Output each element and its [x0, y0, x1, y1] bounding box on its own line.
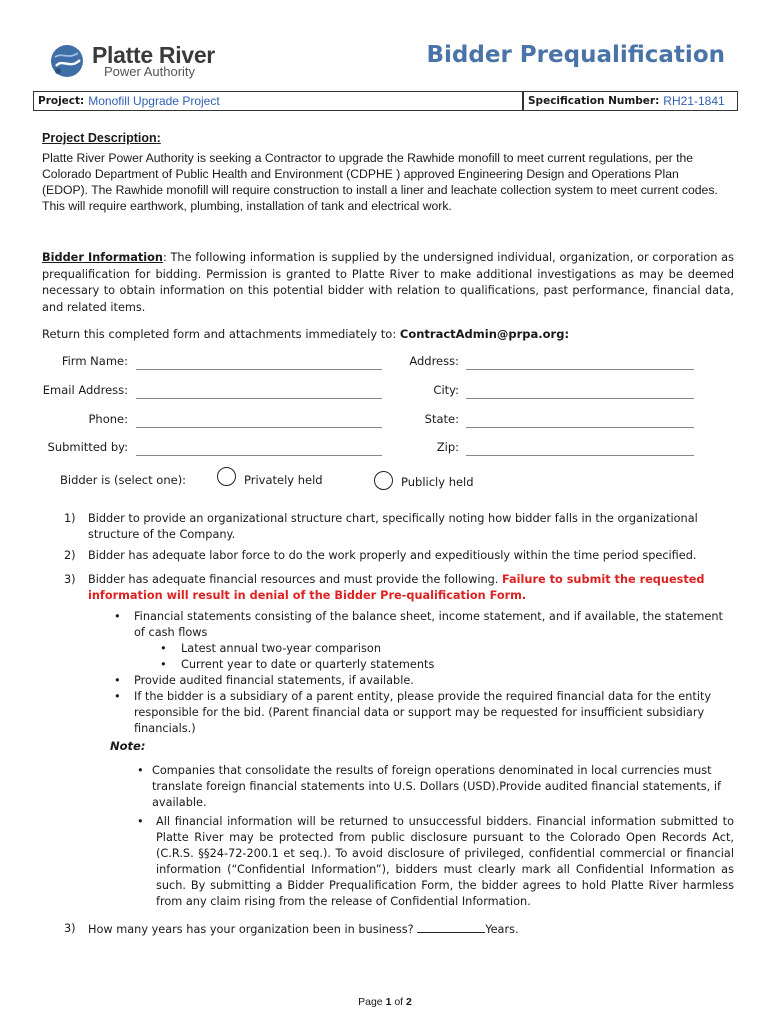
spec-box [523, 91, 738, 111]
project-value[interactable]: Monofill Upgrade Project [88, 94, 220, 108]
bullet-financial-statements: Financial statements consisting of the balance sheet, income statement, and if available, the statement of cash flows [134, 610, 723, 639]
phone-label: Phone: [88, 412, 128, 426]
spec-value[interactable]: RH21-1841 [663, 94, 725, 108]
publicly-held-label: Publicly held [401, 475, 474, 489]
bullet-two-year-comparison: Latest annual two-year comparison [181, 642, 381, 655]
item-1-number: 1) [64, 512, 76, 525]
denial-warning: Failure to submit the requested information will result in denial of the Bidder Pre-qualification Form. [88, 573, 705, 602]
zip-label: Zip: [436, 440, 459, 454]
address-label: Address: [409, 354, 459, 368]
phone-field[interactable] [136, 426, 382, 428]
platte-river-logo-icon [50, 44, 84, 78]
address-field[interactable] [466, 368, 694, 370]
bidder-type-label: Bidder is (select one): [60, 473, 187, 487]
note-confidential-information: All financial information will be returned to unsuccessful bidders. Financial information submitted to Platte River may be protected from public disclosure pursuant to the Colorado Open Records Act, (C.R.S. §§24-72-200.1 et seq.). To avoid disclosure of privileged, confidential commercial or financial information (“Confidential Information”), bidders must clearly mark all Confidential Information as such. By submitting a Bidder Prequalification Form, the bidder agrees to hold Platte River harmless from any claim rising from the release of Confidential Information. [156, 815, 734, 908]
project-description-text: Platte River Power Authority is seeking a Contractor to upgrade the Rawhide monofill to meet current regulations, per the Colorado Department of Public Health and Environment (CDPHE ) approved Engineering Design and Operations Plan (EDOP). The Rawhide monofill will require construction to install a liner and leachate collection system to meet current codes. This will require earthwork, plumbing, installation of tank and electrical work. [42, 151, 718, 213]
privately-held-radio[interactable] [217, 467, 236, 486]
email-address-field[interactable] [136, 397, 382, 399]
bullet-dot: • [160, 642, 167, 655]
bullet-subsidiary: If the bidder is a subsidiary of a parent entity, please provide the required financial data for the entity responsible for the bid. (Parent financial data or support may be requested for insufficient subsidiary financials.) [134, 690, 712, 735]
page-title: Bidder Prequalification [426, 42, 725, 68]
item-3-text: Bidder has adequate financial resources and must provide the following. Failure to submit the requested information will result in denial of the Bidder Pre-qualification Form. [88, 573, 705, 602]
logo-subtitle: Power Authority [104, 64, 196, 79]
submitted-by-field[interactable] [136, 454, 382, 456]
bullet-dot: • [114, 690, 121, 703]
years-question: How many years has your organization been in business? Years. [88, 923, 519, 936]
bullet-dot: • [137, 815, 144, 828]
city-field[interactable] [466, 397, 694, 399]
note-label: Note: [110, 739, 146, 753]
note-foreign-operations: Companies that consolidate the results of foreign operations denominated in local currencies must translate foreign financial statements into U.S. Dollars (USD).Provide audited financial statements, if available. [152, 764, 721, 809]
page-number: Page 1 of 2 [358, 996, 412, 1008]
bullet-audited-statements: Provide audited financial statements, if available. [134, 674, 414, 687]
bullet-year-to-date: Current year to date or quarterly statements [181, 658, 435, 671]
zip-field[interactable] [466, 454, 694, 456]
publicly-held-radio[interactable] [374, 471, 393, 490]
project-label: Project: [38, 95, 85, 107]
bullet-dot: • [114, 610, 121, 623]
city-label: City: [433, 383, 459, 397]
item-3-number: 3) [64, 573, 76, 586]
years-field[interactable] [417, 921, 485, 933]
bullet-dot: • [137, 764, 144, 777]
logo-name: Platte River [92, 42, 215, 68]
state-label: State: [424, 412, 459, 426]
privately-held-label: Privately held [244, 473, 323, 487]
bullet-dot: • [114, 674, 121, 687]
project-box [33, 91, 523, 111]
submitted-by-label: Submitted by: [47, 440, 128, 454]
item-2-number: 2) [64, 549, 76, 562]
contract-email: ContractAdmin@prpa.org [399, 327, 565, 341]
state-field[interactable] [466, 426, 694, 428]
bidder-information: Bidder Information: The following information is supplied by the undersigned individual, organization, or corporation as prequalification for bidding. Permission is granted to Platte River to make additional investigations as may be deemed necessary to obtain information on this potential bidder with relation to qualifications, past performance, financial data, and related items. [42, 251, 734, 314]
return-instructions: Return this completed form and attachments immediately to: ContractAdmin@prpa.org: [42, 327, 570, 341]
firm-name-field[interactable] [136, 368, 382, 370]
email-address-label: Email Address: [42, 383, 128, 397]
spec-label: Specification Number: [528, 95, 660, 107]
years-number: 3) [64, 922, 76, 935]
firm-name-label: Firm Name: [61, 354, 128, 368]
bidder-information-heading: Bidder Information [42, 251, 163, 264]
item-2-text: Bidder has adequate labor force to do the work properly and expeditiously within the time period specified. [88, 549, 697, 562]
project-description-heading: Project Description: [42, 131, 161, 145]
item-1-text: Bidder to provide an organizational structure chart, specifically noting how bidder falls in the organizational structure of the Company. [88, 512, 698, 541]
bullet-dot: • [160, 658, 167, 671]
